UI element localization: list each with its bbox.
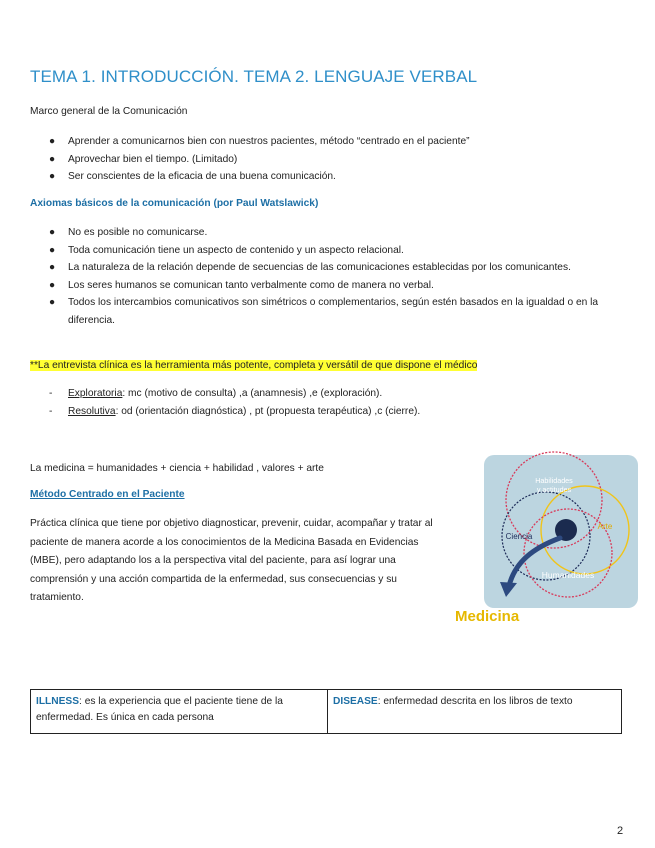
list-item: ● Todos los intercambios comunicativos son simétricos o complementarios, según estén basados en la igualdad o en la diferencia. (49, 297, 599, 326)
marco-heading: Marco general de la Comunicación (30, 106, 188, 117)
medicina-formula: La medicina = humanidades + ciencia + habilidad , valores + arte (30, 463, 324, 474)
disease-cell: DISEASE: enfermedad descrita en los libros de texto (328, 690, 622, 734)
axiomas-list (30, 224, 600, 329)
label-humanidades: Humanidades (541, 570, 595, 580)
list-item: - Resolutiva: od (orientación diagnóstica) , pt (propuesta terapéutica) ,c (cierre). (49, 405, 421, 417)
page-number: 2 (617, 825, 624, 837)
list-item: ● Ser conscientes de la eficacia de una buena comunicación. (49, 171, 336, 182)
metodo-heading: Método Centrado en el Paciente (30, 489, 185, 500)
metodo-text: Práctica clínica que tiene por objetivo diagnosticar, prevenir, cuidar, acompañar y tratar al paciente de manera acorde a los conocimientos de la Medicina Basada en Evidencias (MBE), pero adaptando los a la perspectiva vital del paciente, para así lograr una comprensión y una acción compartida de la enfermedad, sus consecuencias y su tratamiento. (30, 518, 433, 603)
list-item: ● Aprender a comunicarnos bien con nuestros pacientes, método “centrado en el paciente” (49, 136, 470, 147)
axiomas-heading: Axiomas básicos de la comunicación (por Paul Watslawick) (30, 198, 319, 209)
list-item: ● La naturaleza de la relación depende de secuencias de las comunicaciones establecidas por los comunicantes. (49, 262, 571, 273)
label-habilidades: Habilidades (535, 476, 573, 485)
table-row (31, 690, 622, 734)
list-item: - Exploratoria: mc (motivo de consulta) ,a (anamnesis) ,e (exploración). (49, 388, 383, 399)
list-item: ● Aprovechar bien el tiempo. (Limitado) (49, 153, 238, 165)
page-title: TEMA 1. INTRODUCCIÓN. TEMA 2. LENGUAJE VERBAL (30, 67, 478, 86)
label-actitudes: y actitudes (536, 485, 572, 494)
list-item: ● Toda comunicación tiene un aspecto de contenido y un aspecto relacional. (49, 244, 404, 256)
label-arte: Arte (597, 522, 613, 531)
list-item: ● No es posible no comunicarse. (49, 227, 208, 238)
entrevista-highlight: **La entrevista clínica es la herramienta más potente, completa y versátil de que dispone el médico (30, 360, 478, 371)
label-ciencia: Ciencia (505, 532, 533, 541)
list-item: ● Los seres humanos se comunican tanto verbalmente como de manera no verbal. (49, 279, 434, 291)
entrevista-list (30, 385, 610, 420)
definitions-table (30, 689, 622, 734)
illness-cell: ILLNESS: es la experiencia que el paciente tiene de la enfermedad. Es única en cada persona (31, 690, 328, 734)
marco-list (30, 133, 610, 186)
diagram-caption: Medicina (455, 608, 520, 625)
medicina-diagram (451, 444, 645, 630)
